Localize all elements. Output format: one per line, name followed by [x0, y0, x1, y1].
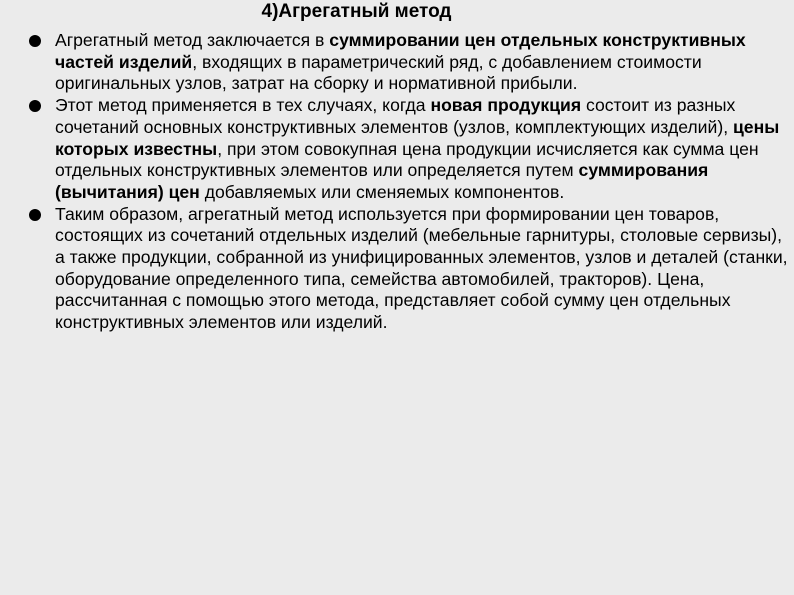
text-segment: , при этом совокупная цена продукции исчисляется как сумма цен отдельных конструктивных элементов или определяется путем	[55, 138, 759, 181]
text-segment: Этот метод применяется в тех случаях, когда	[55, 95, 431, 116]
bullet-text	[55, 30, 792, 95]
bold-text-segment: новая продукция	[430, 95, 582, 116]
bullet-list	[28, 30, 792, 334]
text-segment: Агрегатный метод заключается в	[55, 30, 330, 50]
bullet-item	[28, 95, 792, 204]
bullet-dot-icon	[29, 35, 41, 47]
text-segment: состоит из разных сочетаний основных конструктивных элементов (узлов, комплектующих изделий),	[55, 95, 736, 137]
bullet-item	[28, 204, 792, 334]
text-segment: добавляемых или сменяемых компонентов.	[199, 181, 565, 202]
bullet-text	[55, 204, 792, 334]
text-segment: , входящих в параметрический ряд, с добавлением стоимости оригинальных узлов, затрат на сборку и нормативной прибыли.	[55, 51, 702, 94]
bold-text-segment: суммирования (вычитания) цен	[55, 160, 709, 202]
bullet-text	[55, 95, 792, 204]
bullet-item	[28, 30, 792, 95]
bullet-dot-icon	[29, 209, 41, 221]
bold-text-segment: суммировании цен отдельных конструктивных частей изделий	[55, 30, 746, 72]
text-segment: Таким образом, агрегатный метод используется при формировании цен товаров, состоящих из сочетаний отдельных изделий (мебельные гарнитуры, столовые сервизы), а также продукции, собранной из унифицированных элементов, узлов и деталей (станки, оборудование определенного типа, семейства автомобилей, тракторов). Цена, рассчитанная с помощью этого метода, представляет собой сумму цен отдельных конструктивных элементов или изделий.	[55, 203, 788, 333]
bullet-dot-icon	[29, 100, 41, 112]
bold-text-segment: цены которых известны	[55, 116, 780, 159]
slide-title: 4)Агрегатный метод	[261, 1, 452, 22]
